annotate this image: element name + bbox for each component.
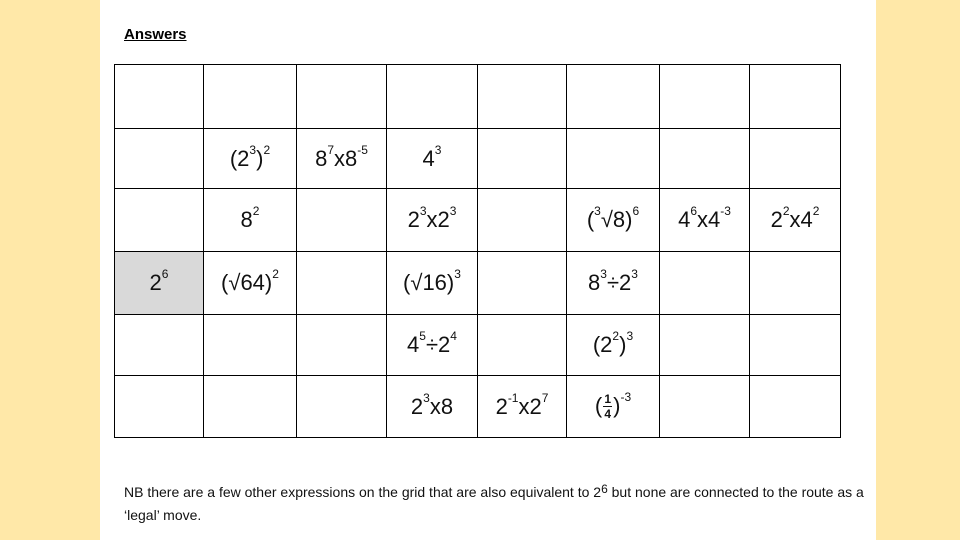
grid-cell (204, 65, 297, 129)
grid-cell (204, 376, 297, 438)
answers-heading: Answers (124, 26, 187, 43)
fraction-one-quarter: $\frac{1}{4}$ (604, 392, 611, 422)
grid-cell (660, 252, 750, 315)
grid-cell: $2^2x4^2$ (750, 189, 841, 252)
grid-cell (115, 65, 204, 129)
grid-cell (478, 189, 567, 252)
grid-cell (567, 129, 660, 189)
grid-cell: $4^3$ (387, 129, 478, 189)
grid-cell (387, 65, 478, 129)
grid-cell (660, 376, 750, 438)
grid-cell (297, 376, 387, 438)
start-cell: $2^6$ (115, 252, 204, 315)
grid-cell: $(2^2)^3$ (567, 315, 660, 376)
grid-cell (297, 252, 387, 315)
grid-cell: $4^5\div 2^4$ (387, 315, 478, 376)
grid-cell (204, 315, 297, 376)
grid-cell: $8^2$ (204, 189, 297, 252)
footnote: NB there are a few other expressions on the grid that are also equivalent to $2^6$ but none are connected to the route as a ‘legal’ move. (124, 482, 864, 523)
grid-cell (478, 252, 567, 315)
grid-cell (115, 129, 204, 189)
grid-cell (750, 65, 841, 129)
grid-cell (750, 376, 841, 438)
grid-cell (478, 129, 567, 189)
grid-cell: $(2^3)^2$ (204, 129, 297, 189)
grid-cell (297, 189, 387, 252)
answer-grid (114, 64, 841, 438)
grid-cell (115, 189, 204, 252)
grid-cell (750, 252, 841, 315)
grid-cell: $8^7x8^{-5}$ (297, 129, 387, 189)
grid-cell (115, 315, 204, 376)
grid-cell (297, 65, 387, 129)
grid-cell: $(√64)^2$ (204, 252, 297, 315)
grid-cell (750, 129, 841, 189)
grid-cell (750, 315, 841, 376)
grid-cell: $2^3x8$ (387, 376, 478, 438)
grid-cell: $2^{-1}x2^7$ (478, 376, 567, 438)
grid-cell: $4^6x4^{-3}$ (660, 189, 750, 252)
grid-cell (478, 65, 567, 129)
grid-cell: $(√16)^3$ (387, 252, 478, 315)
grid-cell: $(^3√8)^6$ (567, 189, 660, 252)
grid-cell (478, 315, 567, 376)
grid-cell (297, 315, 387, 376)
grid-cell: $8^3\div 2^3$ (567, 252, 660, 315)
grid-cell (660, 315, 750, 376)
grid-cell (567, 65, 660, 129)
grid-cell: ( $\frac{1}{4}$ )$^{-3}$ (567, 376, 660, 438)
grid-cell (660, 65, 750, 129)
grid-cell (660, 129, 750, 189)
grid-cell: $2^3x2^3$ (387, 189, 478, 252)
grid-cell (115, 376, 204, 438)
